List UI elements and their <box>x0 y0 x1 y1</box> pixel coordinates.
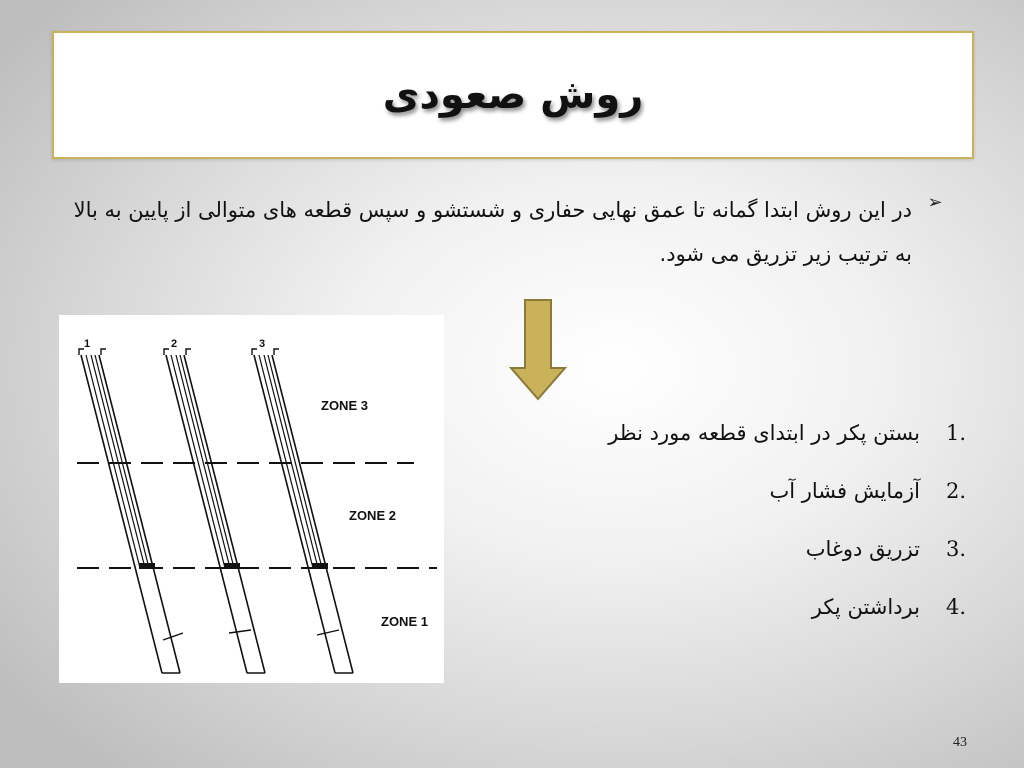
well-number-2: 2 <box>171 338 178 350</box>
well-number-1: 1 <box>84 338 91 350</box>
borehole-2 <box>164 349 265 673</box>
list-item <box>486 404 966 462</box>
down-arrow-icon <box>508 298 568 402</box>
list-item <box>486 462 966 520</box>
arrowhead-bullet-icon: ➢ <box>927 192 943 213</box>
step-number: 1. <box>945 421 966 445</box>
list-item <box>486 578 966 636</box>
well-number-3: 3 <box>259 338 266 350</box>
slide-title: روش صعودی <box>382 72 644 118</box>
borehole-1 <box>79 349 183 673</box>
step-label: آزمایش فشار آب <box>769 479 920 503</box>
page-number: 43 <box>953 735 967 750</box>
steps-list <box>486 404 966 636</box>
step-label: برداشتن پکر <box>811 595 920 619</box>
bullet-text: در این روش ابتدا گمانه تا عمق نهایی حفاری و شستشو و سپس قطعه های متوالی از پایین به بالا به ترتیب زیر تزریق می شود. <box>73 198 912 266</box>
grouting-zones-figure <box>59 315 444 683</box>
step-label: بستن پکر در ابتدای قطعه مورد نظر <box>608 421 920 445</box>
title-box <box>52 31 974 159</box>
list-item <box>486 520 966 578</box>
step-number: 4. <box>945 595 966 619</box>
borehole-diagram <box>59 315 444 683</box>
zone-1-label: ZONE 1 <box>381 614 428 629</box>
step-label: تزریق دوغاب <box>805 537 920 561</box>
step-number: 2. <box>945 479 966 503</box>
step-number: 3. <box>945 537 966 561</box>
zone-3-label: ZONE 3 <box>321 398 368 413</box>
zone-2-label: ZONE 2 <box>349 508 396 523</box>
bullet-paragraph <box>70 188 950 276</box>
